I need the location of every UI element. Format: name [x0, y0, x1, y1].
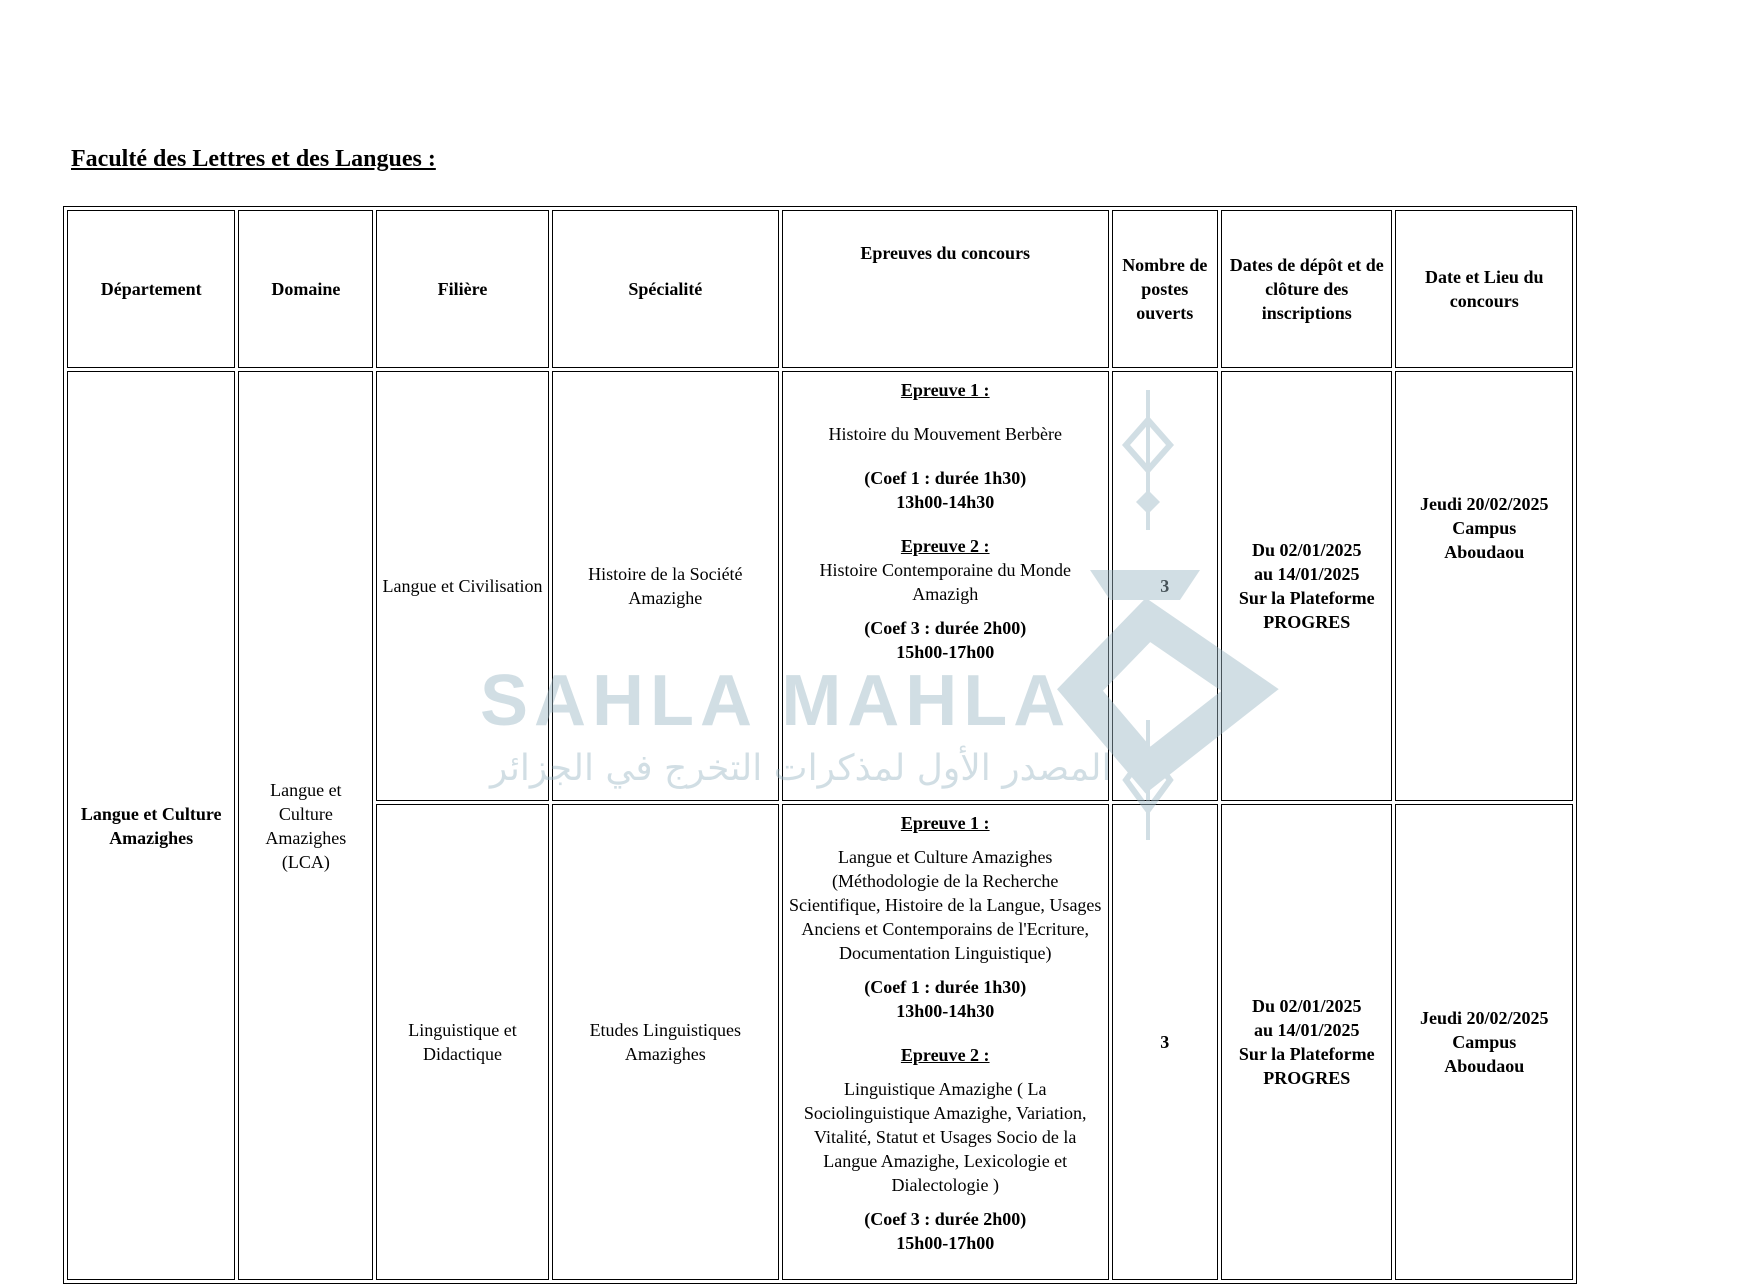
- header-epreuves: [782, 210, 1109, 368]
- cell-epreuves: [782, 804, 1109, 1280]
- dates-from: Du 02/01/2025: [1251, 540, 1362, 560]
- page-title: Faculté des Lettres et des Langues :: [71, 146, 436, 172]
- epreuve-2-subject: Histoire Contemporaine du Monde Amazigh: [819, 560, 1071, 604]
- epreuve-2-title: Epreuve 2 :: [900, 1045, 990, 1065]
- lieu-place: Aboudaou: [1444, 542, 1525, 562]
- lieu-place: Aboudaou: [1444, 1056, 1525, 1076]
- epreuve-1-title: Epreuve 1 :: [900, 380, 990, 400]
- epreuve-1-coef: (Coef 1 : durée 1h30): [864, 468, 1027, 488]
- header-dates: Dates de dépôt et de clôture des inscriptions: [1221, 210, 1392, 368]
- epreuve-1-coef: (Coef 1 : durée 1h30): [864, 977, 1027, 997]
- epreuve-2-subject: Linguistique Amazighe ( La Sociolinguistique Amazighe, Variation, Vitalité, Statut et Usages Socio de la Langue Amazighe, Lexicologie et Dialectologie ): [803, 1079, 1087, 1195]
- header-filiere: Filière: [376, 210, 548, 368]
- epreuve-1-subject: Langue et Culture Amazighes (Méthodologie de la Recherche Scientifique, Histoire de la Langue, Usages Anciens et Contemporains de l'Ecriture, Documentation Linguistique): [789, 847, 1102, 963]
- watermark-arabic-text: المصدر الأول لمذكرات التخرج في الجزائر: [490, 748, 1112, 789]
- dates-to: au 14/01/2025: [1253, 564, 1360, 584]
- cell-epreuves: [782, 371, 1109, 801]
- header-departement: Département: [67, 210, 235, 368]
- watermark-latin-text: SAHLA MAHLA: [480, 661, 1072, 741]
- dates-platform-name: PROGRES: [1263, 1068, 1351, 1088]
- epreuve-2-time: 15h00-17h00: [896, 642, 995, 662]
- cell-specialite: Etudes Linguistiques Amazighes: [552, 804, 779, 1280]
- header-lieu: Date et Lieu du concours: [1395, 210, 1573, 368]
- cell-postes: 3: [1112, 371, 1219, 801]
- dates-platform: Sur la Plateforme: [1238, 1044, 1375, 1064]
- dates-platform: Sur la Plateforme: [1238, 588, 1375, 608]
- cell-dates: [1221, 804, 1392, 1280]
- header-epreuves-label: Epreuves du concours: [860, 243, 1031, 263]
- cell-lieu: [1395, 371, 1573, 801]
- epreuve-2-coef: (Coef 3 : durée 2h00): [864, 1209, 1027, 1229]
- lieu-date: Jeudi 20/02/2025: [1419, 1008, 1549, 1028]
- cell-departement: Langue et Culture Amazighes: [67, 371, 235, 1280]
- epreuve-1-time: 13h00-14h30: [896, 492, 995, 512]
- lieu-campus: Campus: [1452, 1032, 1517, 1052]
- header-postes: Nombre de postes ouverts: [1112, 210, 1219, 368]
- cell-filiere: Linguistique et Didactique: [376, 804, 548, 1280]
- lieu-campus: Campus: [1452, 518, 1517, 538]
- domaine-text: Langue et Culture Amazighes (LCA): [265, 779, 347, 872]
- dates-from: Du 02/01/2025: [1251, 996, 1362, 1016]
- concours-table: [63, 206, 1577, 1284]
- epreuve-1-title: Epreuve 1 :: [900, 813, 990, 833]
- epreuve-2-time: 15h00-17h00: [896, 1233, 995, 1253]
- epreuve-1-subject: Histoire du Mouvement Berbère: [828, 424, 1062, 444]
- epreuve-1-time: 13h00-14h30: [896, 1001, 995, 1021]
- dates-to: au 14/01/2025: [1253, 1020, 1360, 1040]
- cell-lieu: [1395, 804, 1573, 1280]
- header-domaine: Domaine: [238, 210, 373, 368]
- table-header-row: [67, 210, 1573, 368]
- lieu-date: Jeudi 20/02/2025: [1419, 494, 1549, 514]
- cell-postes: 3: [1112, 804, 1219, 1280]
- table-row: [67, 371, 1573, 801]
- cell-specialite: Histoire de la Société Amazighe: [552, 371, 779, 801]
- cell-domaine: [238, 371, 373, 1280]
- dates-platform-name: PROGRES: [1263, 612, 1351, 632]
- epreuve-2-title: Epreuve 2 :: [900, 536, 990, 556]
- epreuve-2-coef: (Coef 3 : durée 2h00): [864, 618, 1027, 638]
- cell-dates: [1221, 371, 1392, 801]
- cell-filiere: Langue et Civilisation: [376, 371, 548, 801]
- header-specialite: Spécialité: [552, 210, 779, 368]
